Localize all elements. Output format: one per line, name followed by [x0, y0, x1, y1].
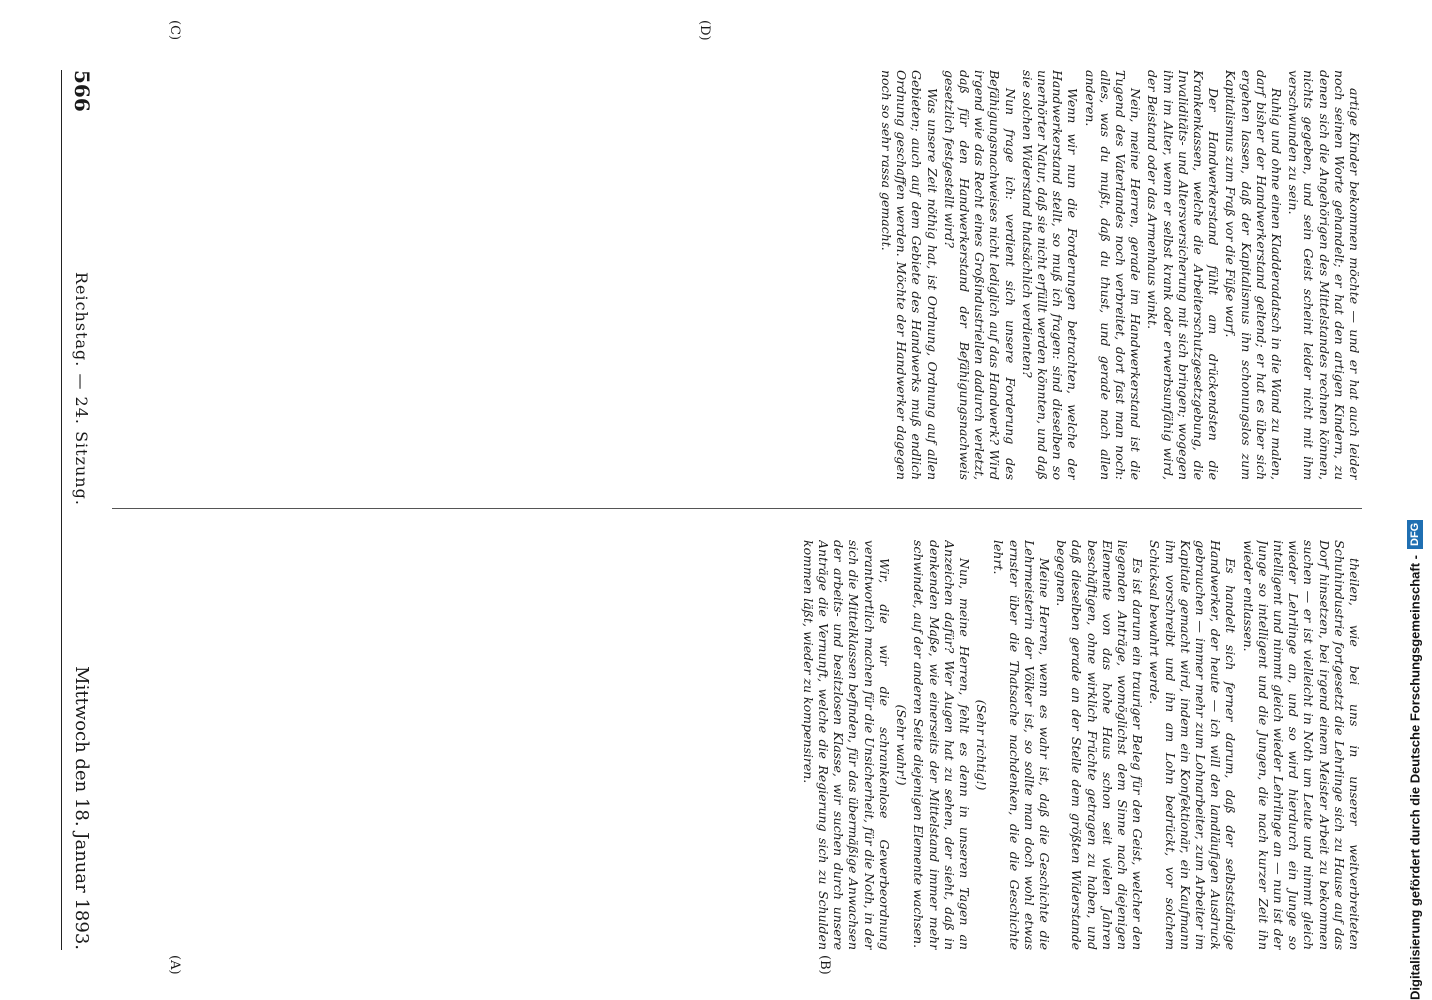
left-column-paragraph: Nun, meine Herren, fehlt es denn in unseren Tagen an Anzeichen dafür? Wer Augen hat zu sehen, der sieht, daß in denkenden Maße, wie einerseits der Mittelstand immer mehr schwindet, auf der anderen Seite diejenigen Elemente wachsen.: [911, 540, 972, 950]
session-date: Mittwoch den 18. Januar 1893.: [71, 666, 93, 950]
right-column-paragraph: Was unsere Zeit nöthig hat, ist Ordnung, Ordnung auf allen Gebieten; auch auf dem Gebiete des Handwerks muß endlich Ordnung geschaffen werden. Möchte der Handwerker dagegen noch so sehr rassa gemacht.: [878, 70, 940, 480]
marker-a: (A): [167, 955, 182, 975]
right-column-paragraph: Nein, meine Herren, gerade im Handwerkerstand ist die Tugend des Vaterlandes noch verbreitet, dort fast man noch: alles, was du mußt, daß du thust, und gerade nach allen anderen.: [1082, 70, 1144, 480]
right-column-paragraph: Ruhig und ohne einen Kladderadatsch in die Wand zu malen, darf bisher der Handwerkerstand geltend; er hat es über sich ergehen lassen, daß der Kapitalismus ihn schonungslos zum Kapitalismus zum Fraß vor die Füße warf.: [1223, 70, 1284, 480]
page-header: [61, 70, 102, 950]
right-column-paragraph: artige Kinder bekommen möchte — und er hat auch leider noch seinen Worte gehandelt; er hat den artigen Kindern, zu denen sich die Angehörigen des Mittelstandes rechnen können, nichts gegeben, und sein Geist scheint leider nicht mit ihm verschwunden zu sein.: [1286, 70, 1362, 480]
left-column-paragraph: (Sehr richtig!): [974, 699, 990, 791]
left-column-paragraph: Wir, die wir die schrankenlose Gewerbeordnung verantwortlich machen für die Unsicherheit, für die Noth, in der sich die Mittelklassen befinden, für das übermäßige Anwachsen der arbeits- und besitzlosen Klasse, wir suchen durch unsere Anträge die Vernunft, welche die Regierung sich zu Schulden kommen läßt, wieder zu kompensiren.: [800, 540, 892, 950]
left-column-paragraph: Es ist darum ein trauriger Beleg für den Geist, welcher den liegenden Anträge, womöglichst dem Sinne nach diejenigen Elemente von das hohe Haus schon seit vielen Jahren beschäftigen, ohne wirklich Früchte getragen zu haben, und daß dieselben gerade an der Stelle dem größten Widerstande begegnen.: [1054, 540, 1146, 950]
left-column-paragraph: (Sehr wahr!): [894, 704, 910, 786]
dfg-logo: DFG: [1407, 520, 1423, 549]
marker-c: (C): [167, 20, 182, 41]
left-column-paragraph: Es handelt sich ferner darum, daß der selbstständige Handwerker, der heute — ich will den landläufigen Ausdruck gebrauchen — immer mehr zum Lohnarbeiter, zum Arbeiter im Kapitale gemacht wird, indem ein Konfektionär, ein Kaufmann ihm vorschreibt und ihn am Lohn bedrückt, vor solchem Schicksal bewahrt werde.: [1147, 540, 1239, 950]
right-column: [112, 70, 1362, 480]
marker-d: (D): [697, 20, 712, 41]
dfg-sidebar: [1398, 0, 1432, 1000]
dfg-credit-text: Digitalisierung gefördert durch die Deutsche Forschungsgemeinschaft -: [1407, 555, 1423, 1000]
session-title: Reichstag. — 24. Sitzung.: [72, 271, 92, 506]
marker-b: (B): [817, 955, 832, 975]
right-column-paragraph: Nun frage ich: verdient sich unsere Forderung des Befähigungsnachweises nicht lediglich auf das Handwerk? Wird irgend wie das Recht eines Großindustriellen dadurch verletzt, daß für den Handwerkerstand der Befähigungsnachweis gesetzlich festgestellt wird?: [941, 70, 1018, 480]
column-divider: [112, 508, 1362, 509]
left-column-paragraph: Meine Herren, wenn es wahr ist, daß die Geschichte die Lehrmeisterin der Völker ist, so sollte man doch wohl etwas ernster über die Thatsache nachdenken, die die Geschichte lehrt.: [991, 540, 1052, 950]
left-column-paragraph: theilen, wie bei uns in unserer weitverbreiteten Schuhindustrie fortgesetzt die Lehrlinge sich zu Hause auf das Dorf hinsetzen, bei irgend einem Meister Arbeit zu bekommen suchen — er ist vielleicht in Noth um Leute und nimmt gleich wieder Lehrlinge an, und so wird hierdurch ein Junge so intelligent und nimmt gleich wieder Lehrlinge an — nun ist der Junge so intelligent und die Jungen, die nach kurzer Zeit ihn wieder entlassen.: [1240, 540, 1362, 950]
right-column-paragraph: Der Handwerkerstand fühlt am drückendsten die Krankenkassen, welche die Arbeiterschutzgesetzgebung, die Invaliditäts- und Altersversicherung mit sich bringen; wogegen ihm im Alter, wenn er selbst krank oder erwerbsunfähig wird, der Beistand oder das Armenhaus winkt.: [1145, 70, 1222, 480]
right-column-paragraph: Wenn wir nun die Forderungen betrachten, welche der Handwerkerstand stellt, so muß ich fragen: sind dieselben so unerhörter Natur, daß sie nicht erfüllt werden könnten, und daß sie solchen Widerstand thatsächlich verdienten?: [1019, 70, 1081, 480]
left-column: [112, 540, 1362, 950]
page-number: 566: [70, 70, 94, 112]
